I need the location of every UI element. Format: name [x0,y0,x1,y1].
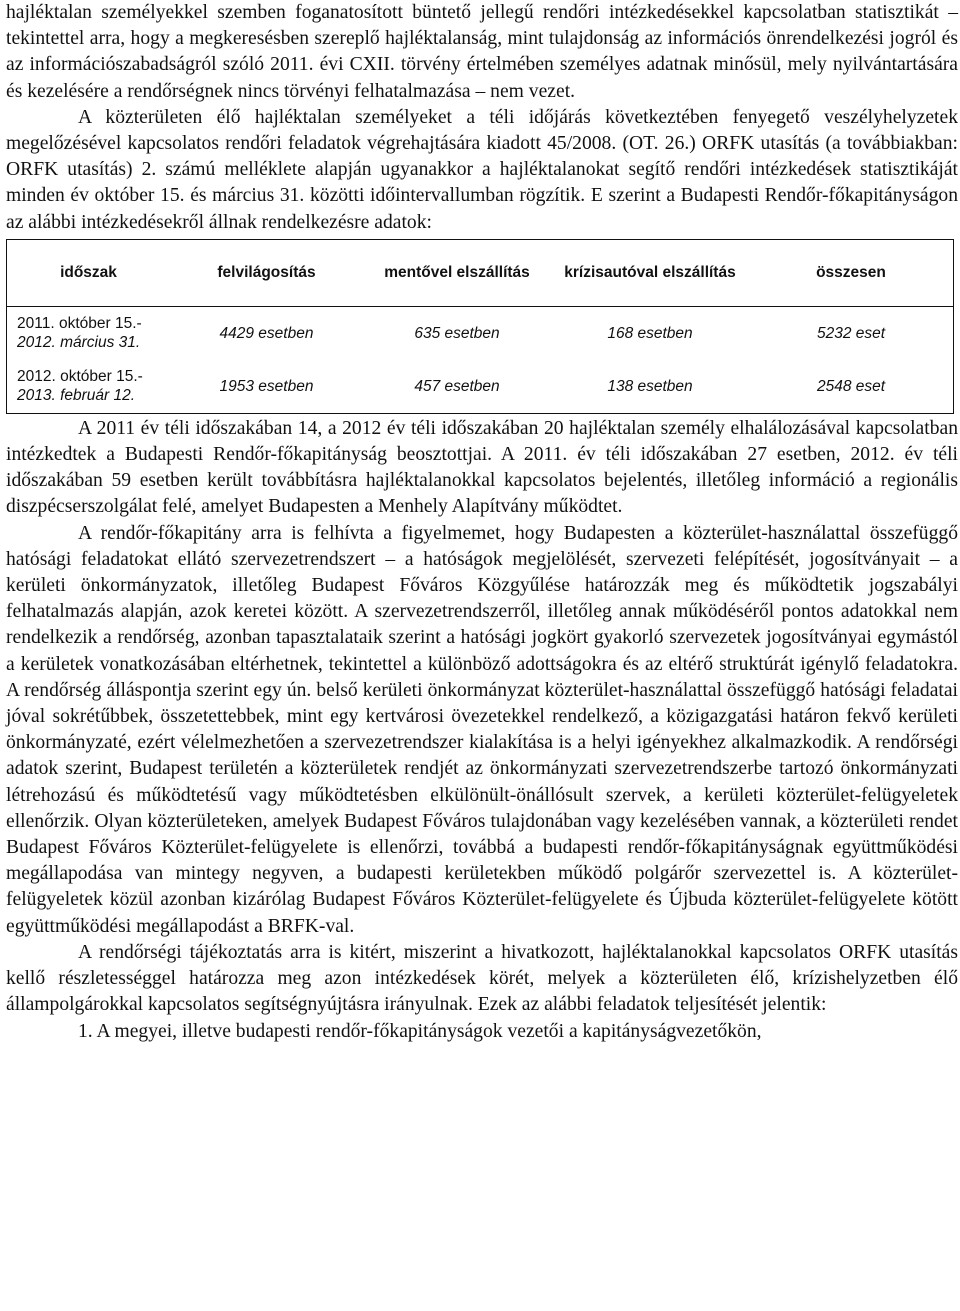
paragraph-4: A rendőr-főkapitány arra is felhívta a figyelmemet, hogy Budapesten a közterület-használattal összefüggő hatósági feladatokat ellátó szervezetrendszert – a hatóságok megjelölését, szervezeti felépítését, jogosítványait – a kerületi önkormányzatok, illetőleg Budapest Főváros Közgyűlése határozzák meg és működtetik jogszabályi felhatalmazás alapján, azok keretei között. A szervezetrendszerről, illetőleg annak működéséről pontos adatokkal nem rendelkezik a rendőrség, azonban tapasztalataik szerint a hatósági jogkört gyakorló szervezetek jogosítványai egymástól a kerületek vonatkozásában eltérhetnek, tekintettel a különböző adottságokra és az eltérő struktúrát igénylő feladatokra. A rendőrség álláspontja szerint egy ún. belső kerületi önkormányzat közterület-használattal összefüggő hatósági feladatai jóval sokrétűbbek, összetettebbek, mint egy kertvárosi övezetekkel rendelkező, a közigazgatási határon fekvő kerületi önkormányzaté, ezért vélelmezhetően a szervezetrendszer kialakítása is a helyi igényekhez alkalmazkodik. A rendőrségi adatok szerint, Budapest területén a közterületek rendjét az önkormányzati szervezetrendszerbe tartozó önkormányzati létrehozású és működtetésű vagy működtetésben elkülönült-önállósult szervek, a kerületi közterület-felügyeletek ellenőrzik. Olyan közterületeken, amelyek Budapest Főváros tulajdonában vagy kezelésében vannak, a közterületi rendet Budapest Főváros Közterület-felügyelete is ellenőrzi, továbbá a budapesti rendőr-főkapitányságnak együttműködési megállapodása van mintegy negyven, a budapesti kerületekben működő polgárőr szervezettel is. A közterület-felügyeletek közül azonban kizárólag Budapest Főváros Közterület-felügyelete és Újbuda közterület-felügyelete kötött együttműködési megállapodást a BRFK-val. [6,522,958,937]
statistics-table [6,239,954,414]
period-cell [7,360,171,414]
table-header-row [7,239,954,306]
krizisautoval-cell: 168 esetben [607,324,693,342]
mentovel-cell: 457 esetben [414,377,500,395]
period-end: 2013. február 12. [17,387,136,405]
period-start: 2011. október 15.- [17,315,142,333]
list-item: 1. A megyei, illetve budapesti rendőr-főkapitányságok vezetői a kapitányságvezetőkön, [78,1020,762,1042]
felvilagositas-cell: 4429 esetben [219,324,314,342]
task-list [6,1019,958,1045]
header-osszesen: összesen [749,239,954,306]
header-felvilagositas: felvilágosítás [170,239,363,306]
period-end: 2012. március 31. [17,334,141,352]
header-idoszak: időszak [7,239,171,306]
krizisautoval-cell: 138 esetben [607,377,693,395]
header-mentovel: mentővel elszállítás [363,239,551,306]
paragraph-2: A közterületen élő hajléktalan személyeket a téli időjárás következtében fenyegető veszélyhelyzetek megelőzésével kapcsolatos rendőri feladatok végrehajtására kiadott 45/2008. (OT. 26.) ORFK utasítás (a továbbiakban: ORFK utasítás) 2. számú melléklete alapján ugyanakkor a hajléktalanokat segítő rendőri intézkedések statisztikáját minden év október 15. és március 31. közötti időintervallumban rögzítik. E szerint a Budapesti Rendőr-főkapitányságon az alábbi intézkedésekről állnak rendelkezésre adatok: [6,106,958,233]
felvilagositas-cell: 1953 esetben [219,377,314,395]
osszesen-cell: 5232 eset [816,324,886,342]
paragraph-5: A rendőrségi tájékoztatás arra is kitért, miszerint a hivatkozott, hajléktalanokkal kapcsolatos ORFK utasítás kellő részletességgel határozza meg azon intézkedések körét, melyek a közterületen élő, krízishelyzetben élő állampolgárokkal kapcsolatos segítségnyújtásra irányulnak. Ezek az alábbi feladatok teljesítését jelentik: [6,941,958,1016]
table-row [7,360,954,414]
paragraph-3: A 2011 év téli időszakában 14, a 2012 év téli időszakában 20 hajléktalan személy elhalálozásával kapcsolatban intézkedtek a Budapesti Rendőr-főkapitányság beosztottjai. A 2011. év téli időszakában 27 esetben, 2012. év téli időszakában 59 esetben került továbbításra hajléktalanokkal kapcsolatos bejelentés, illetőleg információ a regionális diszpécserszolgálat felé, amelyet Budapesten a Menhely Alapítvány működtet. [6,417,958,518]
paragraph-1: hajléktalan személyekkel szemben foganatosított büntető jellegű rendőri intézkedésekkel kapcsolatban statisztikát – tekintettel arra, hogy a megkeresésben szereplő hajléktalanság, mint tulajdonság az információs önrendelkezési jogról és az információszabadságról szóló 2011. évi CXII. törvény értelmében személyes adatnak minősül, mely nyilvántartására és kezelésére a rendőrségnek nincs törvényi felhatalmazása – nem vezet. [6,2,958,102]
mentovel-cell: 635 esetben [414,324,500,342]
period-start: 2012. október 15.- [17,368,143,386]
table-row [7,306,954,360]
period-cell [7,306,171,360]
osszesen-cell: 2548 eset [816,377,886,395]
header-krizisautoval: krízisautóval elszállítás [551,239,749,306]
